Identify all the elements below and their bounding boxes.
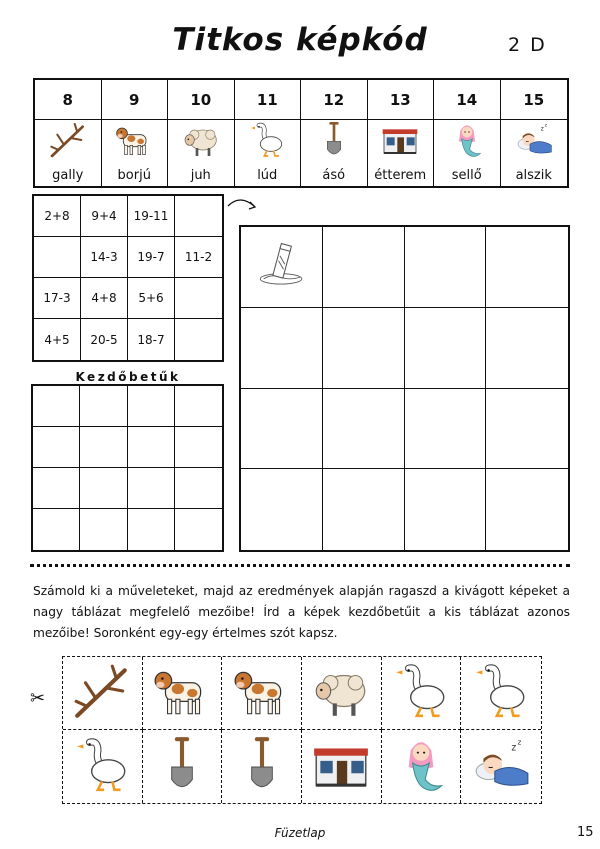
cutout-cell[interactable]	[461, 730, 541, 803]
key-number: 9	[102, 80, 169, 120]
calf-icon	[231, 660, 293, 726]
picture-cell[interactable]	[241, 469, 323, 550]
picture-cell[interactable]	[486, 227, 568, 308]
operation-cell	[175, 319, 222, 360]
glue-stick-icon	[255, 239, 307, 295]
initial-cell[interactable]	[33, 509, 80, 550]
initial-cell[interactable]	[175, 468, 222, 509]
picture-cell[interactable]	[323, 469, 405, 550]
key-picture-cell	[35, 120, 102, 187]
initial-cell[interactable]	[175, 509, 222, 550]
cutout-cell[interactable]	[143, 730, 223, 803]
key-word: juh	[190, 168, 211, 183]
svg-text:z: z	[544, 123, 547, 129]
curved-arrow-icon	[226, 196, 260, 214]
picture-cell[interactable]	[486, 308, 568, 389]
svg-text:z: z	[511, 742, 517, 754]
operation-cell: 4+5	[34, 319, 81, 360]
cutout-cell[interactable]	[302, 657, 382, 730]
goose-icon	[71, 734, 133, 800]
cut-divider	[30, 564, 570, 567]
picture-cell[interactable]	[405, 308, 487, 389]
page-number: 15	[577, 825, 594, 840]
cutout-grid	[62, 656, 542, 804]
operation-cell: 17-3	[34, 278, 81, 319]
svg-text:z: z	[540, 125, 544, 133]
operation-cell	[175, 196, 222, 237]
cutout-cell[interactable]	[302, 730, 382, 803]
operation-cell: 19-7	[128, 237, 175, 278]
picture-cell[interactable]	[405, 227, 487, 308]
spade-icon	[231, 734, 293, 800]
picture-key-table	[33, 78, 569, 188]
operation-cell	[175, 278, 222, 319]
key-word: gally	[52, 168, 84, 183]
picture-grid	[239, 225, 570, 552]
initial-cell[interactable]	[128, 468, 175, 509]
key-word: borjú	[117, 168, 151, 183]
restaurant-icon	[310, 734, 372, 800]
cutout-cell[interactable]	[222, 657, 302, 730]
key-word: étterem	[374, 168, 427, 183]
picture-cell[interactable]	[486, 469, 568, 550]
mermaid-icon	[447, 120, 487, 168]
picture-cell[interactable]	[323, 227, 405, 308]
operation-cell: 11-2	[175, 237, 222, 278]
key-picture-cell	[501, 120, 568, 187]
svg-text:z: z	[517, 736, 522, 746]
cutout-cell[interactable]	[382, 657, 462, 730]
initial-cell[interactable]	[128, 509, 175, 550]
key-number: 8	[35, 80, 102, 120]
cutout-cell[interactable]	[143, 657, 223, 730]
initial-cell[interactable]	[33, 427, 80, 468]
instructions-text: Számold ki a műveleteket, majd az eredmények alapján ragaszd a kivágott képeket a nagy táblázat megfelelő mezőibe! Írd a képek kezdőbetűit a kis táblázat azonos mezőibe! Soronként egy-egy értelmes szót kapsz.	[33, 584, 570, 640]
operation-cell: 20-5	[81, 319, 128, 360]
operation-cell: 9+4	[81, 196, 128, 237]
picture-cell[interactable]	[486, 389, 568, 470]
initial-cell[interactable]	[80, 468, 127, 509]
calf-icon	[151, 660, 213, 726]
operation-cell	[34, 237, 81, 278]
cutout-cell[interactable]	[382, 730, 462, 803]
initial-cell[interactable]	[175, 386, 222, 427]
goose-icon	[390, 660, 452, 726]
sheep-icon	[181, 120, 221, 168]
initial-cell[interactable]	[80, 509, 127, 550]
key-picture-cell	[235, 120, 302, 187]
cutout-cell[interactable]	[63, 657, 143, 730]
initial-cell[interactable]	[80, 386, 127, 427]
key-word: sellő	[451, 168, 482, 183]
key-number: 15	[501, 80, 568, 120]
footer-label: Füzetlap	[274, 826, 326, 840]
initial-cell[interactable]	[80, 427, 127, 468]
key-number: 13	[368, 80, 435, 120]
sleeping-boy-icon	[470, 734, 532, 800]
initial-cell[interactable]	[175, 427, 222, 468]
key-number: 14	[434, 80, 501, 120]
goose-icon	[247, 120, 287, 168]
picture-cell[interactable]	[323, 389, 405, 470]
calf-icon	[114, 120, 154, 168]
key-picture-cell	[102, 120, 169, 187]
key-picture-cell	[168, 120, 235, 187]
restaurant-icon	[380, 120, 420, 168]
key-picture-cell	[301, 120, 368, 187]
operation-cell: 19-11	[128, 196, 175, 237]
key-word: alszik	[515, 168, 552, 183]
sheep-icon	[310, 660, 372, 726]
operation-cell: 5+6	[128, 278, 175, 319]
key-word: ásó	[322, 168, 346, 183]
picture-cell[interactable]	[241, 389, 323, 470]
cutout-cell[interactable]	[222, 730, 302, 803]
initial-cell[interactable]	[33, 386, 80, 427]
key-number: 11	[235, 80, 302, 120]
goose-icon	[470, 660, 532, 726]
cutout-cell[interactable]	[461, 657, 541, 730]
operation-cell: 2+8	[34, 196, 81, 237]
initials-label: Kezdőbetűk	[75, 370, 181, 384]
sleeping-boy-icon	[514, 120, 554, 168]
picture-cell[interactable]	[241, 227, 323, 308]
operations-table	[32, 194, 224, 362]
page-title: Titkos képkód	[172, 22, 428, 58]
key-word: lúd	[257, 168, 278, 183]
spade-icon	[314, 120, 354, 168]
key-number: 12	[301, 80, 368, 120]
picture-cell[interactable]	[241, 308, 323, 389]
initial-cell[interactable]	[128, 427, 175, 468]
branch-icon	[48, 120, 88, 168]
operation-cell: 18-7	[128, 319, 175, 360]
cutout-cell[interactable]	[63, 730, 143, 803]
worksheet-code: 2 D	[508, 34, 547, 56]
key-picture-cell	[434, 120, 501, 187]
initials-table	[31, 384, 224, 552]
picture-cell[interactable]	[405, 469, 487, 550]
mermaid-icon	[390, 734, 452, 800]
initial-cell[interactable]	[33, 468, 80, 509]
picture-cell[interactable]	[405, 389, 487, 470]
initial-cell[interactable]	[128, 386, 175, 427]
spade-icon	[151, 734, 213, 800]
operation-cell: 14-3	[81, 237, 128, 278]
branch-icon	[71, 660, 133, 726]
picture-cell[interactable]	[323, 308, 405, 389]
scissors-icon: ✂	[30, 688, 46, 709]
operation-cell: 4+8	[81, 278, 128, 319]
key-number: 10	[168, 80, 235, 120]
key-picture-cell	[368, 120, 435, 187]
